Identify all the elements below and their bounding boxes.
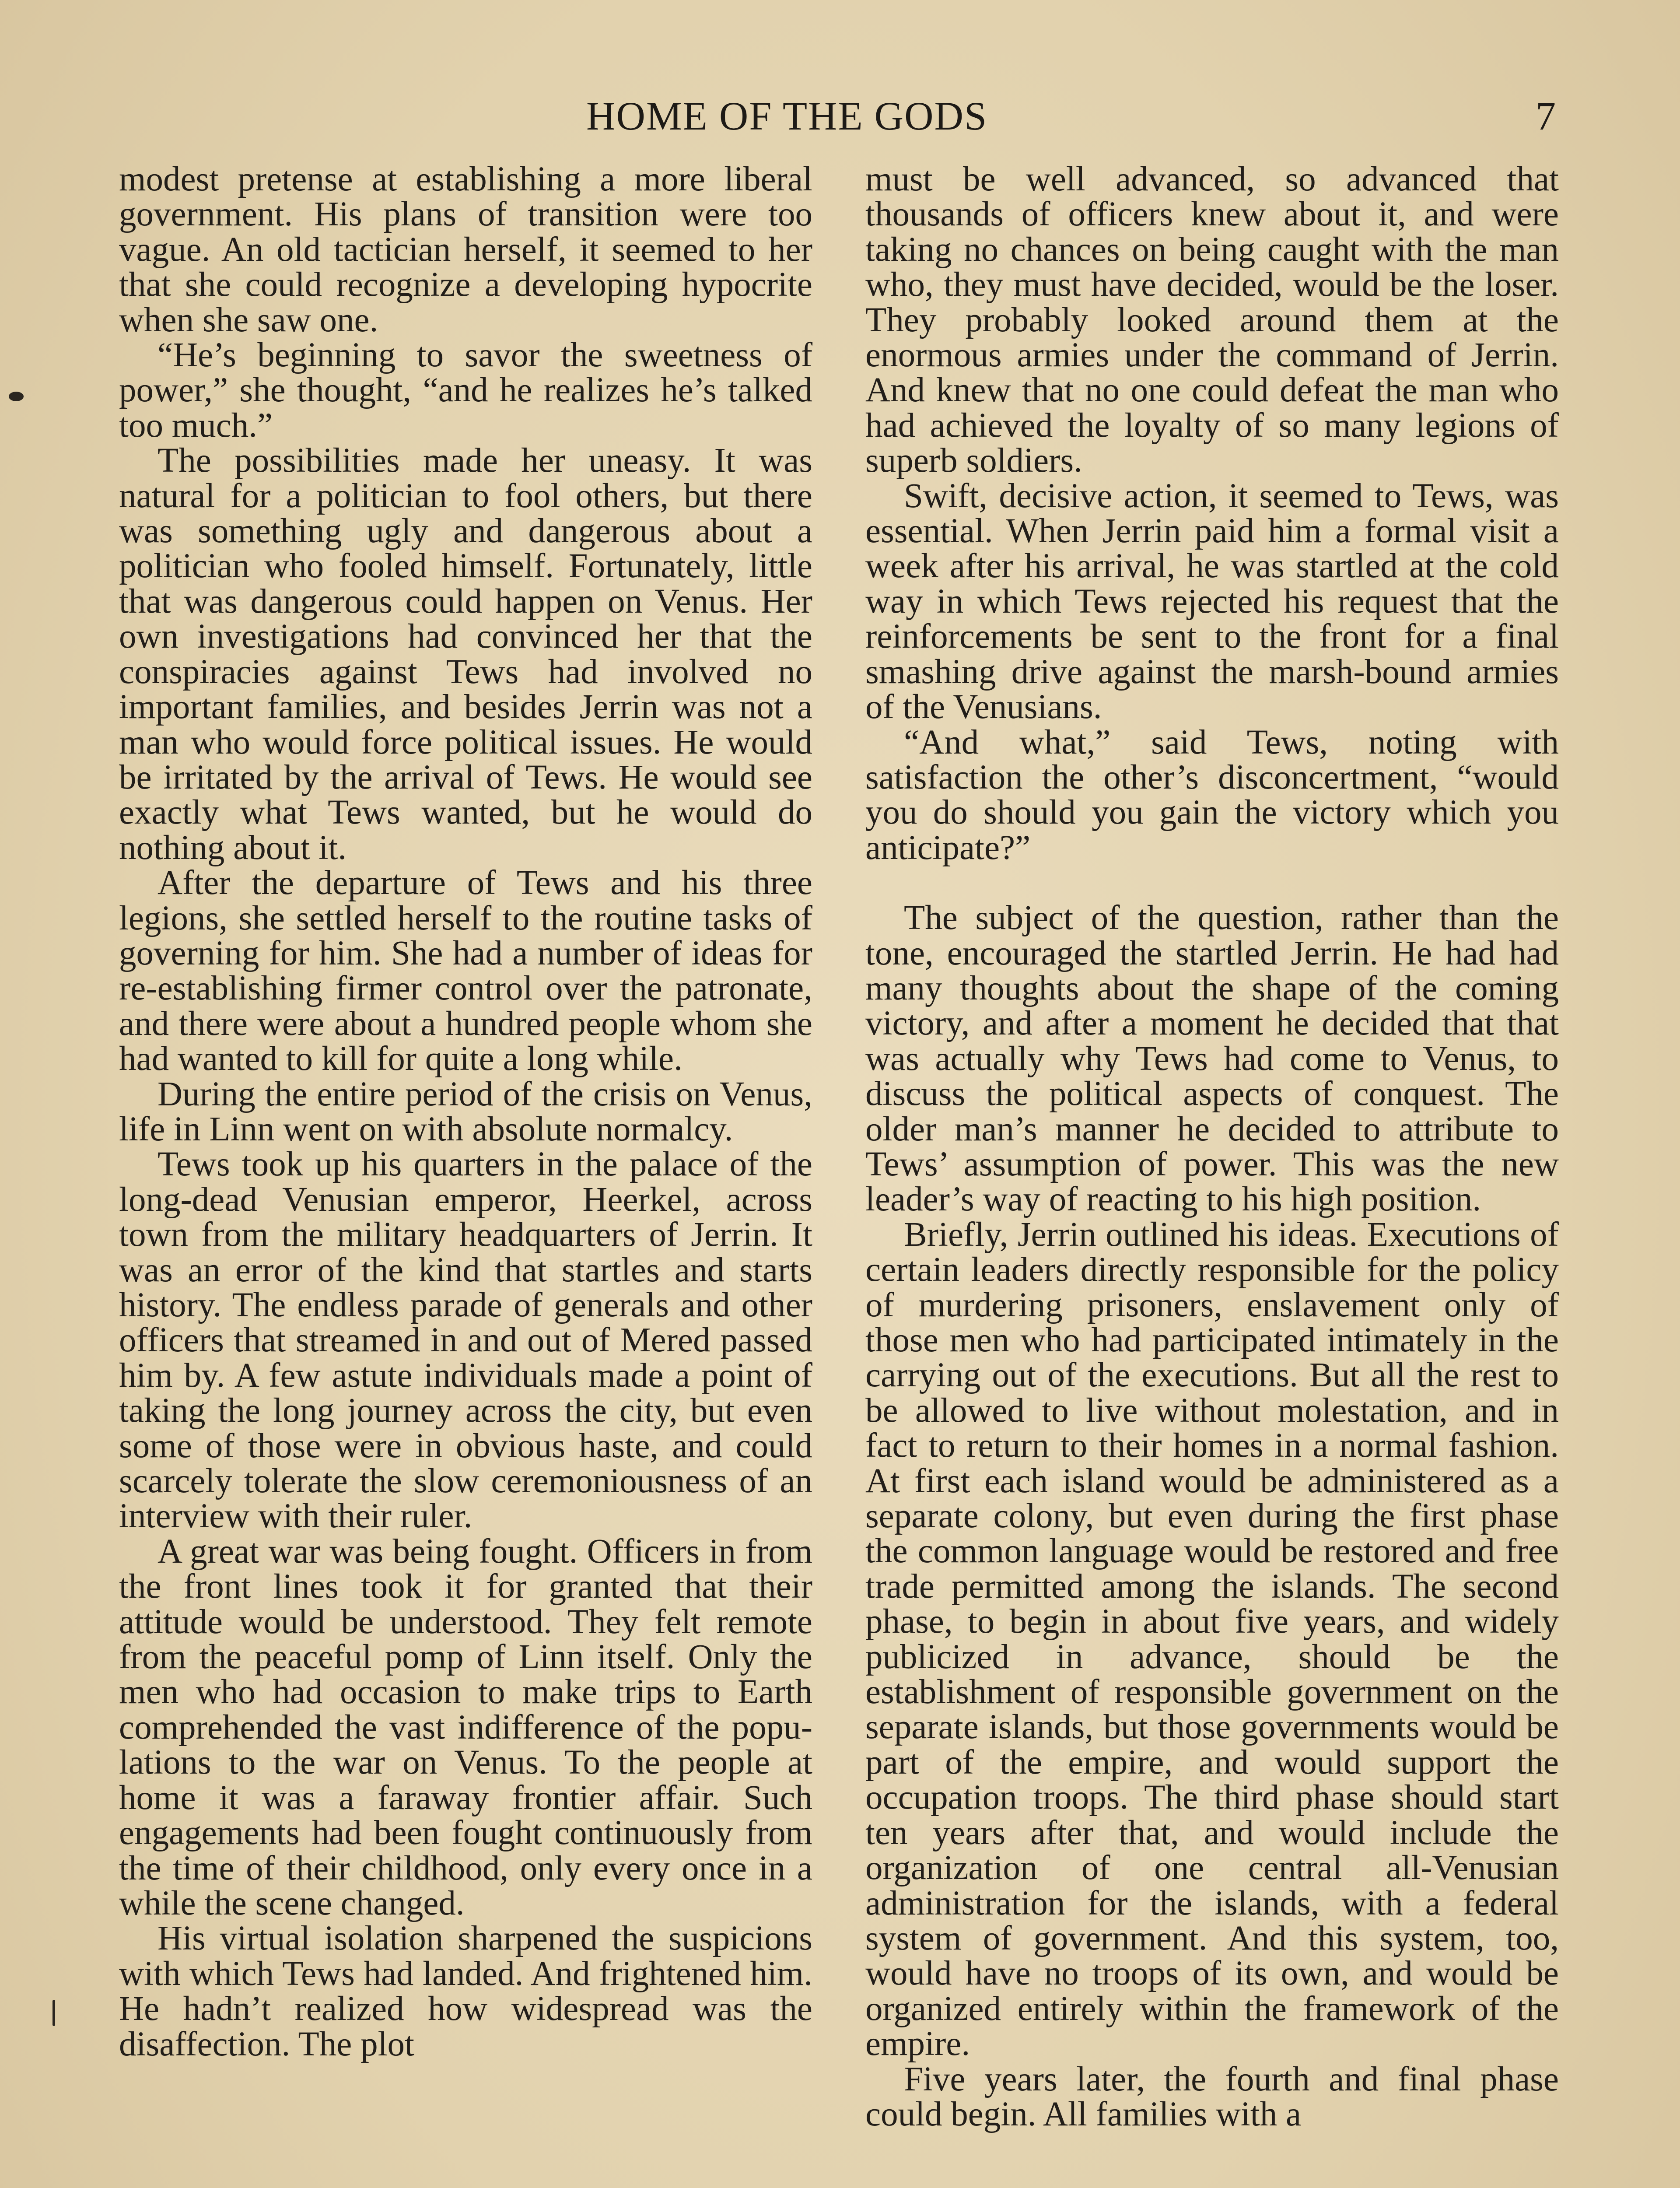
paragraph: During the entire period of the crisis on Venus, life in Linn went on with absolute normalcy.	[119, 1075, 812, 1148]
paragraph: Tews took up his quarters in the palace of the long-dead Venusian emperor, Heerkel, across town from the military headquarters of Jerrin. It was an error of the kind that startles and starts history. The endless parade of generals and other officers that streamed in and out of Mered passed him by. A few astute individuals made a point of taking the long journey across the city, but even some of those were in obvious haste, and could scarcely tolerate the slow ceremoniousness of an interview with their ruler.	[119, 1145, 812, 1536]
right-text-column	[865, 162, 1559, 2132]
paper-speck	[52, 2000, 55, 2026]
left-text-column	[119, 162, 812, 2062]
paper-speck	[9, 392, 24, 401]
paragraph: must be well advanced, so advanced that thousands of officers knew about it, and were taking no chances on being caught with the man who, they must have decided, would be the loser. They probably looked around them at the enormous armies under the command of Jerrin. And knew that no one could defeat the man who had achieved the loyalty of so many legions of superb soldiers.	[865, 160, 1559, 480]
paragraph: The subject of the question, rather than the tone, encouraged the startled Jerrin. He had had many thoughts about the shape of the coming victory, and after a moment he decided that that was actually why Tews had come to Venus, to discuss the political aspects of conquest. The older man’s manner he decided to attribute to Tews’ assumption of power. This was the new leader’s way of reacting to his high position.	[865, 899, 1559, 1219]
paragraph: modest pretense at establishing a more liberal government. His plans of transition were too vague. An old tactician herself, it seemed to her that she could recognize a developing hypocrite when she saw one.	[119, 160, 812, 339]
paragraph: Swift, decisive action, it seemed to Tews, was essential. When Jerrin paid him a formal visit a week after his arrival, he was startled at the cold way in which Tews rejected his request that the reinforcements be sent to the front for a final smashing drive against the marsh-bound armies of the Venusians.	[865, 477, 1559, 726]
paragraph: Briefly, Jerrin outlined his ideas. Executions of certain leaders directly responsible for the policy of murdering prisoners, enslavement only of those men who had participated intimately in the carrying out of the executions. But all the rest to be allowed to live without molestation, and in fact to return to their homes in a normal fashion. At first each island would be administered as a separate colony, but even during the first phase the common language would be restored and free trade permitted among the islands. The second phase, to begin in about five years, and widely publicized in advance, should be the establishment of responsible government on the separate islands, but those governments would be part of the empire, and would support the occupation troops. The third phase should start ten years after that, and would include the organization of one central all-Venusian administration for the islands, with a federal system of government. And this system, too, would have no troops of its own, and would be organized entirely within the framework of the empire.	[865, 1215, 1559, 2063]
paragraph: “And what,” said Tews, noting with satisfaction the other’s disconcertment, “would you do should you gain the victory which you anticipate?”	[865, 723, 1559, 867]
paragraph: His virtual isolation sharpened the suspicions with which Tews had landed. And frightened him. He hadn’t realized how widespread was the disaffection. The plot	[119, 1919, 812, 2063]
paragraph: A great war was being fought. Officers in from the front lines took it for granted that their attitude would be understood. They felt remote from the peaceful pomp of Linn itself. Only the men who had occasion to make trips to Earth comprehended the vast indifference of the populations to the war on Venus. To the people at home it was a faraway frontier affair. Such engagements had been fought continuously from the time of their childhood, only every once in a while the scene changed.	[119, 1532, 812, 1922]
running-head-title: HOME OF THE GODS	[586, 94, 988, 138]
paragraph: After the departure of Tews and his three legions, she settled herself to the routine tasks of governing for him. She had a number of ideas for re-establishing firmer control over the patronate, and there were about a hundred people whom she had wanted to kill for quite a long while.	[119, 864, 812, 1078]
paragraph: The possibilities made her uneasy. It was natural for a politician to fool others, but there was something ugly and dangerous about a politician who fooled himself. Fortunately, little that was dangerous could happen on Venus. Her own investigations had convinced her that the conspiracies against Tews had involved no important families, and besides Jerrin was not a man who would force political issues. He would be irritated by the arrival of Tews. He would see exactly what Tews wanted, but he would do nothing about it.	[119, 442, 812, 867]
paragraph: Five years later, the fourth and final phase could begin. All families with a	[865, 2060, 1559, 2133]
page-number: 7	[1536, 94, 1556, 138]
page-header	[0, 88, 1680, 144]
section-break	[865, 866, 1559, 901]
paragraph: “He’s beginning to savor the sweetness of power,” she thought, “and he realizes he’s talked too much.”	[119, 336, 812, 445]
